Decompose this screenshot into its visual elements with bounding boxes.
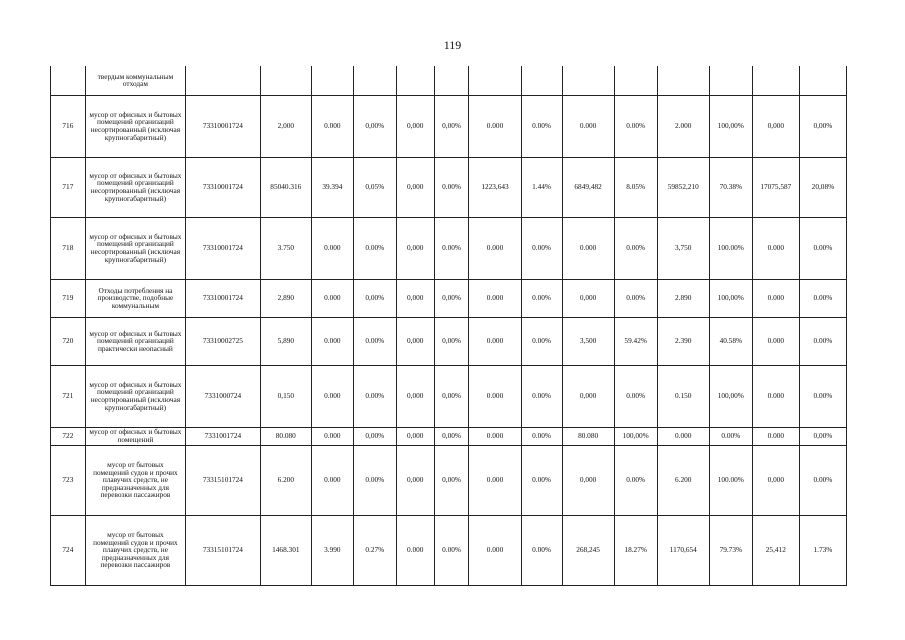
value-cell: 3.750	[260, 217, 311, 279]
value-cell: 100,00%	[709, 365, 752, 427]
empty-cell	[434, 66, 469, 95]
value-cell: 2.000	[657, 95, 709, 157]
value-cell: 80.080	[260, 427, 311, 445]
value-cell: 0.150	[657, 365, 709, 427]
value-cell: 6.200	[260, 445, 311, 515]
value-cell: 0,000	[396, 217, 434, 279]
value-cell: 5,890	[260, 317, 311, 365]
value-cell: 100.00%	[709, 217, 752, 279]
value-cell: 3.990	[311, 515, 353, 585]
continuation-row	[51, 66, 847, 95]
value-cell: 1223,643	[469, 157, 521, 217]
value-cell: 17075,587	[752, 157, 799, 217]
waste-description-cell: мусор от офисных и бытовых помещений организаций несортированный (исключая крупногабаритный)	[85, 365, 185, 427]
value-cell: 100.00%	[709, 445, 752, 515]
empty-cell	[614, 66, 657, 95]
value-cell: 0.00%	[434, 515, 469, 585]
value-cell: 0.000	[396, 515, 434, 585]
value-cell: 0.000	[469, 95, 521, 157]
value-cell: 0.00%	[799, 317, 846, 365]
table-row	[51, 95, 847, 157]
value-cell: 0.000	[752, 365, 799, 427]
waste-description-cell: мусор от бытовых помещений судов и прочих плавучих средств, не предназначенных для перевозки пассажиров	[85, 445, 185, 515]
waste-description-cell: мусор от бытовых помещений судов и прочих плавучих средств, не предназначенных для перевозки пассажиров	[85, 515, 185, 585]
value-cell: 0.00%	[521, 95, 562, 157]
value-cell: 0.00%	[521, 317, 562, 365]
value-cell: 25,412	[752, 515, 799, 585]
empty-cell	[657, 66, 709, 95]
value-cell: 0.000	[752, 279, 799, 317]
row-number-cell: 721	[51, 365, 86, 427]
table-row	[51, 515, 847, 585]
value-cell: 0,00%	[799, 427, 846, 445]
value-cell: 100,00%	[709, 95, 752, 157]
empty-cell	[752, 66, 799, 95]
value-cell: 0.000	[469, 279, 521, 317]
value-cell: 0.00%	[521, 279, 562, 317]
value-cell: 0,00%	[434, 445, 469, 515]
value-cell: 0,000	[396, 157, 434, 217]
value-cell: 0.000	[752, 427, 799, 445]
waste-description-cell: мусор от офисных и бытовых помещений организаций несортированный (исключая крупногабаритный)	[85, 157, 185, 217]
fkko-code-cell: 73310002725	[186, 317, 261, 365]
value-cell: 2,890	[260, 279, 311, 317]
value-cell: 59852,210	[657, 157, 709, 217]
empty-cell	[396, 66, 434, 95]
waste-description-cell: мусор от офисных и бытовых помещений	[85, 427, 185, 445]
value-cell: 0,00%	[434, 427, 469, 445]
fkko-code-cell: 73315101724	[186, 515, 261, 585]
value-cell: 1.73%	[799, 515, 846, 585]
value-cell: 0,00%	[434, 365, 469, 427]
value-cell: 0,000	[396, 279, 434, 317]
value-cell: 2.890	[657, 279, 709, 317]
empty-cell	[186, 66, 261, 95]
value-cell: 0,000	[396, 317, 434, 365]
fkko-code-cell: 73310001724	[186, 217, 261, 279]
value-cell: 0.000	[752, 317, 799, 365]
value-cell: 0.000	[311, 365, 353, 427]
value-cell: 0.000	[469, 445, 521, 515]
value-cell: 0,05%	[353, 157, 396, 217]
table-row	[51, 317, 847, 365]
empty-cell	[799, 66, 846, 95]
fkko-code-cell: 7331001724	[186, 427, 261, 445]
value-cell: 0,00%	[434, 95, 469, 157]
table-row	[51, 445, 847, 515]
table-row	[51, 217, 847, 279]
value-cell: 0,00%	[353, 95, 396, 157]
value-cell: 0.00%	[709, 427, 752, 445]
value-cell: 0,000	[562, 365, 614, 427]
page-number: 119	[443, 38, 462, 52]
value-cell: 0.00%	[353, 217, 396, 279]
value-cell: 0.000	[752, 217, 799, 279]
value-cell: 0.00%	[353, 317, 396, 365]
empty-cell	[260, 66, 311, 95]
value-cell: 0,000	[396, 445, 434, 515]
value-cell: 0.00%	[614, 95, 657, 157]
value-cell: 0.00%	[799, 365, 846, 427]
value-cell: 0,00%	[799, 95, 846, 157]
value-cell: 0,000	[562, 279, 614, 317]
fkko-code-cell: 73310001724	[186, 157, 261, 217]
value-cell: 0.000	[311, 95, 353, 157]
empty-cell	[311, 66, 353, 95]
value-cell: 0,000	[752, 445, 799, 515]
value-cell: 0.00%	[614, 365, 657, 427]
value-cell: 0.00%	[521, 427, 562, 445]
value-cell: 0.000	[562, 217, 614, 279]
value-cell: 0.27%	[353, 515, 396, 585]
value-cell: 8.05%	[614, 157, 657, 217]
value-cell: 85040.316	[260, 157, 311, 217]
value-cell: 0,000	[396, 95, 434, 157]
table-row	[51, 365, 847, 427]
value-cell: 0.000	[311, 317, 353, 365]
waste-description-cell: мусор от офисных и бытовых помещений организаций несортированный (исключая крупногабаритный)	[85, 95, 185, 157]
value-cell: 0.000	[469, 427, 521, 445]
value-cell: 2.390	[657, 317, 709, 365]
row-number-cell: 723	[51, 445, 86, 515]
value-cell: 0.00%	[799, 279, 846, 317]
value-cell: 0,000	[562, 445, 614, 515]
value-cell: 39.394	[311, 157, 353, 217]
value-cell: 79.73%	[709, 515, 752, 585]
empty-cell	[562, 66, 614, 95]
table-row	[51, 279, 847, 317]
value-cell: 0,00%	[353, 279, 396, 317]
row-number-cell: 717	[51, 157, 86, 217]
row-number-cell: 719	[51, 279, 86, 317]
value-cell: 1170,654	[657, 515, 709, 585]
value-cell: 6.200	[657, 445, 709, 515]
empty-cell	[353, 66, 396, 95]
value-cell: 268,245	[562, 515, 614, 585]
value-cell: 0.000	[311, 279, 353, 317]
value-cell: 0.00%	[434, 157, 469, 217]
value-cell: 0.00%	[521, 445, 562, 515]
value-cell: 0,00%	[353, 427, 396, 445]
value-cell: 0.000	[469, 365, 521, 427]
value-cell: 0.000	[311, 217, 353, 279]
row-number-cell: 718	[51, 217, 86, 279]
value-cell: 0.00%	[521, 365, 562, 427]
value-cell: 0.000	[657, 427, 709, 445]
value-cell: 2,000	[260, 95, 311, 157]
value-cell: 0.00%	[353, 445, 396, 515]
empty-cell	[51, 66, 86, 95]
fkko-code-cell: 73310001724	[186, 279, 261, 317]
value-cell: 3,750	[657, 217, 709, 279]
value-cell: 100,00%	[709, 279, 752, 317]
table-body	[51, 66, 847, 585]
empty-cell	[709, 66, 752, 95]
value-cell: 0,00%	[434, 317, 469, 365]
value-cell: 0.000	[469, 217, 521, 279]
value-cell: 0,000	[752, 95, 799, 157]
value-cell: 0,00%	[434, 279, 469, 317]
value-cell: 0.000	[562, 95, 614, 157]
row-number-cell: 720	[51, 317, 86, 365]
value-cell: 0.00%	[614, 445, 657, 515]
value-cell: 100,00%	[614, 427, 657, 445]
value-cell: 20,08%	[799, 157, 846, 217]
row-number-cell: 724	[51, 515, 86, 585]
value-cell: 0.00%	[353, 365, 396, 427]
value-cell: 40.58%	[709, 317, 752, 365]
fkko-code-cell: 73315101724	[186, 445, 261, 515]
table-row	[51, 427, 847, 445]
value-cell: 1468.301	[260, 515, 311, 585]
value-cell: 0.00%	[614, 279, 657, 317]
table-row	[51, 157, 847, 217]
value-cell: 80.080	[562, 427, 614, 445]
waste-description-cell: мусор от офисных и бытовых помещений организаций несортированный (исключая крупногабаритный)	[85, 217, 185, 279]
fkko-code-cell: 7331000724	[186, 365, 261, 427]
empty-cell	[521, 66, 562, 95]
value-cell: 0.000	[311, 427, 353, 445]
value-cell: 0.000	[469, 515, 521, 585]
value-cell: 0.00%	[799, 217, 846, 279]
value-cell: 0.000	[469, 317, 521, 365]
value-cell: 0.00%	[434, 217, 469, 279]
value-cell: 0.00%	[521, 515, 562, 585]
value-cell: 0.000	[311, 445, 353, 515]
row-number-cell: 716	[51, 95, 86, 157]
waste-description-cell: Отходы потребления на производстве, подобные коммунальным	[85, 279, 185, 317]
value-cell: 18.27%	[614, 515, 657, 585]
value-cell: 0.00%	[521, 217, 562, 279]
value-cell: 0,000	[396, 427, 434, 445]
value-cell: 1.44%	[521, 157, 562, 217]
value-cell: 0.00%	[614, 217, 657, 279]
value-cell: 59.42%	[614, 317, 657, 365]
value-cell: 6849,482	[562, 157, 614, 217]
value-cell: 0.00%	[799, 445, 846, 515]
value-cell: 70.38%	[709, 157, 752, 217]
value-cell: 3,500	[562, 317, 614, 365]
value-cell: 0,000	[396, 365, 434, 427]
value-cell: 0,150	[260, 365, 311, 427]
empty-cell	[469, 66, 521, 95]
row-number-cell: 722	[51, 427, 86, 445]
fkko-code-cell: 73310001724	[186, 95, 261, 157]
waste-description-cell: мусор от офисных и бытовых помещений организаций практически неопасный	[85, 317, 185, 365]
waste-data-table	[50, 66, 847, 586]
continuation-text: твердым коммунальным отходам	[85, 66, 185, 95]
